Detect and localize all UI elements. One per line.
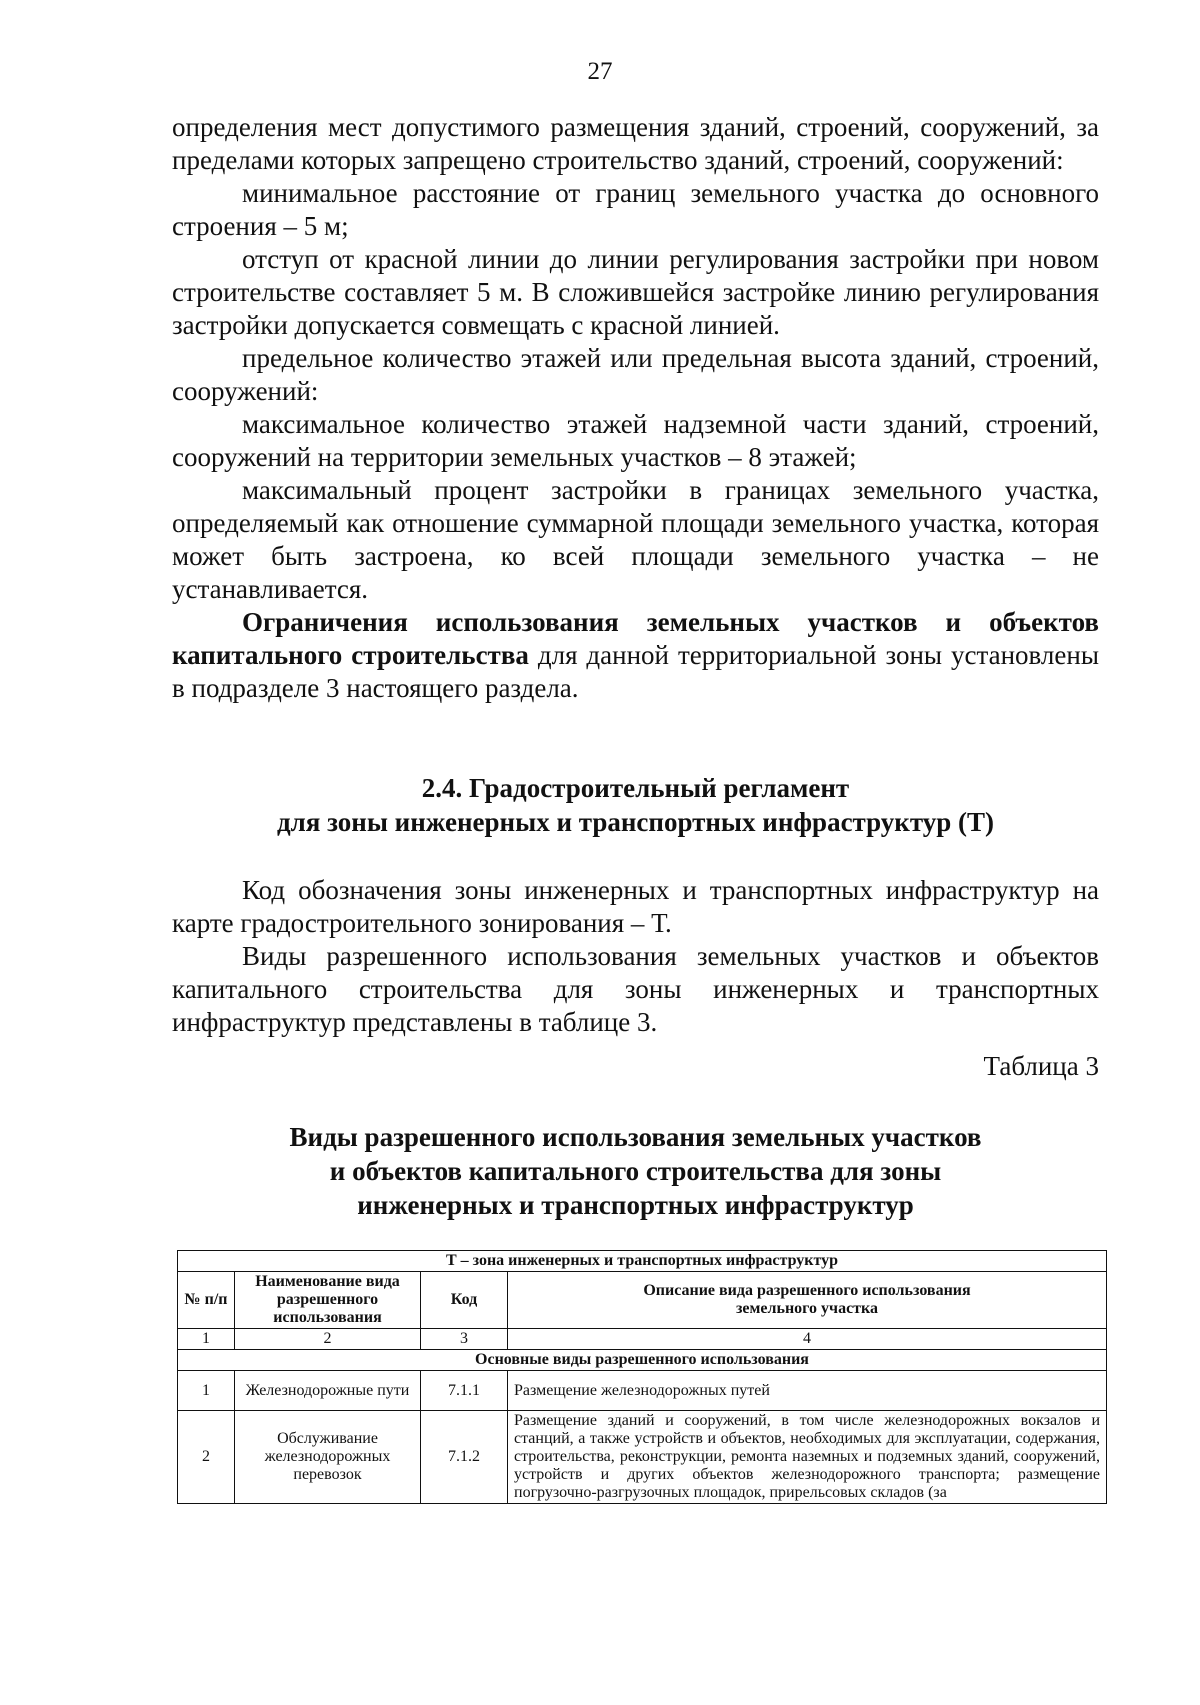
header-desc: Описание вида разрешенного использования земельного участка: [508, 1272, 1107, 1329]
row-1-num: 1: [178, 1371, 235, 1411]
table-row: [178, 1371, 1107, 1411]
paragraph-7-bold: Ограничения использования земельных участков и объектов капитального строительства: [172, 607, 1099, 670]
table-section-row: [178, 1350, 1107, 1371]
table-caption-number: Таблица 3: [983, 1051, 1099, 1081]
page-number: 27: [587, 58, 613, 85]
paragraph-7: [172, 606, 1099, 705]
header-name: Наименование вида разрешенного использования: [235, 1272, 421, 1329]
table-title: [172, 1120, 1099, 1222]
table-title-line3: инженерных и транспортных инфраструктур: [357, 1190, 914, 1220]
paragraph-5: максимальное количество этажей надземной части зданий, строений, сооружений на территории земельных участков – 8 этажей;: [172, 409, 1099, 472]
paragraph-7-rest: для данной территориальной зоны установлены в подразделе 3 настоящего раздела.: [172, 640, 1099, 703]
paragraph-6: максимальный процент застройки в границах земельного участка, определяемый как отношение суммарной площади земельного участка, которая может быть застроена, ко всей площади земельного участка – не устанавливается.: [172, 475, 1099, 604]
section-label: Основные виды разрешенного использования: [178, 1350, 1107, 1371]
index-3: 3: [421, 1329, 508, 1350]
index-1: 1: [178, 1329, 235, 1350]
header-code: Код: [421, 1272, 508, 1329]
paragraph-2: минимальное расстояние от границ земельного участка до основного строения – 5 м;: [172, 178, 1099, 241]
paragraph-9: Виды разрешенного использования земельных участков и объектов капитального строительства для зоны инженерных и транспортных инфраструктур представлены в таблице 3.: [172, 941, 1099, 1037]
table-zone-header: Т – зона инженерных и транспортных инфраструктур: [178, 1251, 1107, 1272]
paragraph-4: предельное количество этажей или предельная высота зданий, строений, сооружений:: [172, 343, 1099, 406]
row-1-code: 7.1.1: [421, 1371, 508, 1411]
table-title-line1: Виды разрешенного использования земельных участков: [289, 1122, 982, 1152]
body-text-bottom: [172, 874, 1099, 1039]
row-2-desc: Размещение зданий и сооружений, в том числе железнодорожных вокзалов и станций, а также устройств и объектов, необходимых для эксплуатации, содержания, строительства, реконструкции, ремонта наземных и подземных зданий, сооружений, устройств и других объектов железнодорожного транспорта; размещение погрузочно-разгрузочных площадок, прирельсовых складов (за: [508, 1411, 1107, 1504]
section-heading-line2: для зоны инженерных и транспортных инфраструктур (Т): [276, 807, 995, 837]
section-heading: [172, 771, 1099, 839]
paragraph-3: отступ от красной линии до линии регулирования застройки при новом строительстве составляет 5 м. В сложившейся застройке линию регулирования застройки допускается совмещать с красной линией.: [172, 244, 1099, 340]
row-1-desc: Размещение железнодорожных путей: [508, 1371, 1107, 1411]
paragraph-1: определения мест допустимого размещения зданий, строений, сооружений, за пределами которых запрещено строительство зданий, строений, сооружений:: [172, 112, 1099, 175]
table-zone-header-row: [178, 1251, 1107, 1272]
body-text-top: [172, 111, 1099, 705]
paragraph-8: Код обозначения зоны инженерных и транспортных инфраструктур на карте градостроительного зонирования – Т.: [172, 875, 1099, 938]
table-row: [178, 1411, 1107, 1504]
permitted-use-table: [177, 1250, 1107, 1504]
header-num: № п/п: [178, 1272, 235, 1329]
row-1-name: Железнодорожные пути: [235, 1371, 421, 1411]
row-2-code: 7.1.2: [421, 1411, 508, 1504]
section-heading-line1: 2.4. Градостроительный регламент: [421, 773, 850, 803]
table-column-header-row: [178, 1272, 1107, 1329]
row-2-name: Обслуживание железнодорожных перевозок: [235, 1411, 421, 1504]
table-title-line2: и объектов капитального строительства для зоны: [329, 1156, 942, 1186]
index-2: 2: [235, 1329, 421, 1350]
index-4: 4: [508, 1329, 1107, 1350]
row-2-num: 2: [178, 1411, 235, 1504]
table-index-row: [178, 1329, 1107, 1350]
